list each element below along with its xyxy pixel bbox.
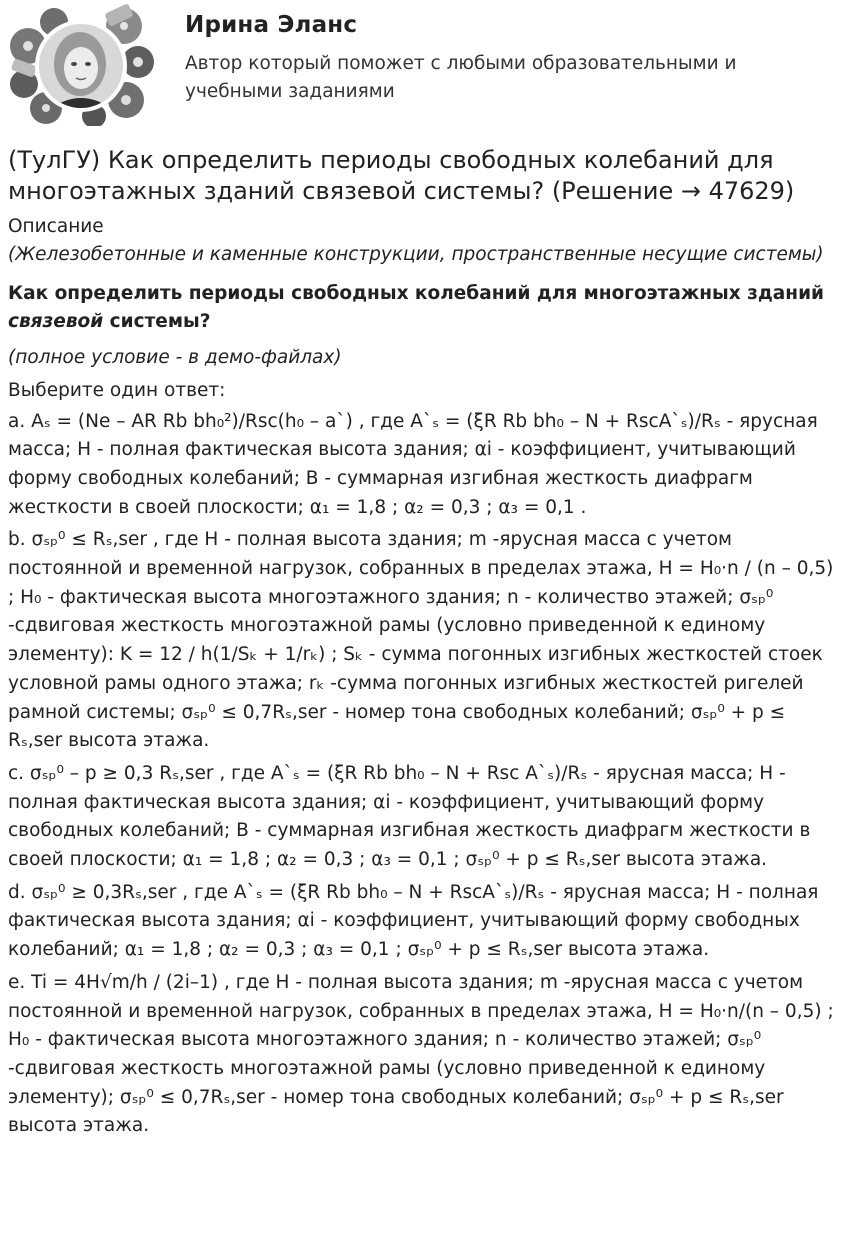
author-card: [0, 0, 847, 135]
answer-option-e[interactable]: e. Ti = 4H√m/h / (2i–1) , где H - полная высота здания; m -ярусная масса с учетом постоянной и временной нагрузок, собранных в пределах этажа, H = H₀·n/(n – 0,5) ; H₀ - фактическая высота многоэтажного здания; n - количество этажей; σₛₚ⁰ -сдвиговая жесткость многоэтажной рамы (условно приведенной к единому элементу); σₛₚ⁰ ≤ 0,7Rₛ,ser - номер тона свободных колебаний; σₛₚ⁰ + p ≤ Rₛ,ser высота этажа.: [8, 971, 834, 1137]
full-condition-note: (полное условие - в демо-файлах): [8, 346, 342, 368]
author-name[interactable]: Ирина Эланс: [185, 12, 358, 38]
answer-option-b[interactable]: b. σₛₚ⁰ ≤ Rₛ,ser , где H - полная высота здания; m -ярусная масса с учетом постоянной и временной нагрузок, собранных в пределах этажа, H = H₀·n / (n – 0,5) ; H₀ - фактическая высота многоэтажного здания; n - количество этажей; σₛₚ⁰ -сдвиговая жесткость многоэтажной рамы (условно приведенной к единому элементу): K = 12 / h(1/Sₖ + 1/rₖ) ; Sₖ - сумма погонных изгибных жесткостей стоек условной рамы одного этажа; rₖ -сумма погонных изгибных жесткостей ригелей рамной системы; σₛₚ⁰ ≤ 0,7Rₛ,ser - номер тона свободных колебаний; σₛₚ⁰ + p ≤ Rₛ,ser высота этажа.: [8, 529, 834, 752]
avatar[interactable]: [6, 4, 156, 126]
page-title: (ТулГУ) Как определить периоды свободных колебаний для многоэтажных зданий связевой системы? (Решение → 47629): [8, 146, 795, 205]
task-content: [8, 145, 840, 1141]
answer-list: [8, 408, 840, 1142]
description-label: Описание: [8, 216, 104, 237]
answer-option-c[interactable]: c. σₛₚ⁰ – p ≥ 0,3 Rₛ,ser , где A`ₛ = (ξR Rb bh₀ – N + Rsc A`ₛ)/Rₛ - ярусная масса; H - полная фактическая высота здания; αi - коэффициент, учитывающий форму свободных колебаний; B - суммарная изгибная жесткость диафрагм жесткости в своей плоскости; α₁ = 1,8 ; α₂ = 0,3 ; α₃ = 0,1 ; σₛₚ⁰ + p ≤ Rₛ,ser высота этажа.: [8, 762, 811, 871]
question-text: [8, 280, 840, 337]
question-emphasis: связевой: [8, 311, 104, 332]
description-subtitle: (Железобетонные и каменные конструкции, пространственные несущие системы): [8, 244, 824, 265]
choose-prompt: Выберите один ответ:: [8, 379, 226, 401]
answer-option-a[interactable]: a. Aₛ = (Ne – AR Rb bh₀²)/Rsc(h₀ – a`) , где A`ₛ = (ξR Rb bh₀ – N + RscA`ₛ)/Rₛ - ярусная масса; H - полная фактическая высота здания; αi - коэффициент, учитывающий форму свободных колебаний; B - суммарная изгибная жесткость диафрагм жесткости в своей плоскости; α₁ = 1,8 ; α₂ = 0,3 ; α₃ = 0,1 .: [8, 410, 818, 518]
answer-option-d[interactable]: d. σₛₚ⁰ ≥ 0,3Rₛ,ser , где A`ₛ = (ξR Rb bh₀ – N + RscA`ₛ)/Rₛ - ярусная масса; H - полная фактическая высота здания; αi - коэффициент, учитывающий форму свободных колебаний; α₁ = 1,8 ; α₂ = 0,3 ; α₃ = 0,1 ; σₛₚ⁰ + p ≤ Rₛ,ser высота этажа.: [8, 881, 819, 961]
question-part-2: системы?: [103, 311, 211, 332]
avatar-image: [6, 4, 156, 126]
author-description: Автор который поможет с любыми образовательными и учебными заданиями: [185, 53, 737, 102]
question-part-1: Как определить периоды свободных колебаний для многоэтажных зданий: [8, 282, 824, 304]
